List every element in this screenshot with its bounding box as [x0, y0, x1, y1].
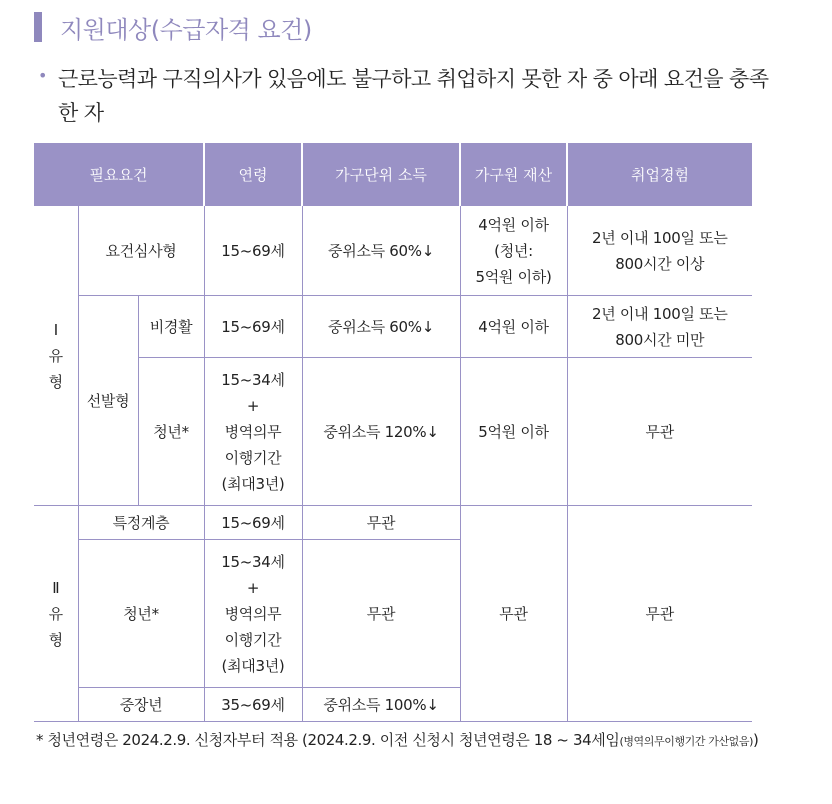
type1-youth-name: 청년* — [138, 358, 204, 506]
type2-youth-age: 15~34세 + 병역의무 이행기간 (최대3년) — [204, 540, 302, 688]
type2-middle-name: 중장년 — [78, 688, 204, 722]
page-title: 지원대상(수급자격 요건) — [60, 16, 312, 44]
type1-screening-age: 15~69세 — [204, 206, 302, 296]
header-experience: 취업경험 — [567, 143, 752, 206]
type2-special-age: 15~69세 — [204, 506, 302, 540]
type1-youth-experience: 무관 — [567, 358, 752, 506]
type1-youth-assets: 5억원 이하 — [460, 358, 567, 506]
type1-screening-assets: 4억원 이하 (청년: 5억원 이하) — [460, 206, 567, 296]
title-accent-bar — [34, 12, 42, 42]
type2-youth-name: 청년* — [78, 540, 204, 688]
type1-nonexp-name: 비경활 — [138, 296, 204, 358]
type2-experience: 무관 — [567, 506, 752, 722]
type1-label: Ⅰ 유 형 — [34, 206, 78, 506]
type1-youth-age: 15~34세 + 병역의무 이행기간 (최대3년) — [204, 358, 302, 506]
bullet-dot: • — [38, 66, 48, 85]
table-header-row — [34, 143, 752, 206]
footnote: * 청년연령은 2024.2.9. 신청자부터 적용 (2024.2.9. 이전 신청시 청년연령은 18 ~ 34세임(병역의무이행기간 가산없음)) — [36, 731, 759, 749]
table-row — [34, 506, 752, 540]
type1-nonexp-age: 15~69세 — [204, 296, 302, 358]
type2-special-income: 무관 — [302, 506, 460, 540]
table-row — [34, 358, 752, 506]
type1-selection-name: 선발형 — [78, 296, 138, 506]
type2-youth-income: 무관 — [302, 540, 460, 688]
type2-special-name: 특정계층 — [78, 506, 204, 540]
eligibility-description: 근로능력과 구직의사가 있음에도 불구하고 취업하지 못한 자 중 아래 요건을 충족한 자 — [58, 67, 769, 125]
type2-middle-age: 35~69세 — [204, 688, 302, 722]
table-row — [34, 296, 752, 358]
header-income: 가구단위 소득 — [302, 143, 460, 206]
type1-screening-experience: 2년 이내 100일 또는 800시간 이상 — [567, 206, 752, 296]
type2-label: Ⅱ 유 형 — [34, 506, 78, 722]
type2-middle-income: 중위소득 100%↓ — [302, 688, 460, 722]
header-assets: 가구원 재산 — [460, 143, 567, 206]
type1-nonexp-assets: 4억원 이하 — [460, 296, 567, 358]
type1-nonexp-income: 중위소득 60%↓ — [302, 296, 460, 358]
type2-assets: 무관 — [460, 506, 567, 722]
table-row — [34, 206, 752, 296]
type1-nonexp-experience: 2년 이내 100일 또는 800시간 미만 — [567, 296, 752, 358]
type1-screening-income: 중위소득 60%↓ — [302, 206, 460, 296]
header-requirement: 필요요건 — [34, 143, 204, 206]
type1-youth-income: 중위소득 120%↓ — [302, 358, 460, 506]
type1-screening-name: 요건심사형 — [78, 206, 204, 296]
header-age: 연령 — [204, 143, 302, 206]
eligibility-table — [34, 143, 752, 722]
